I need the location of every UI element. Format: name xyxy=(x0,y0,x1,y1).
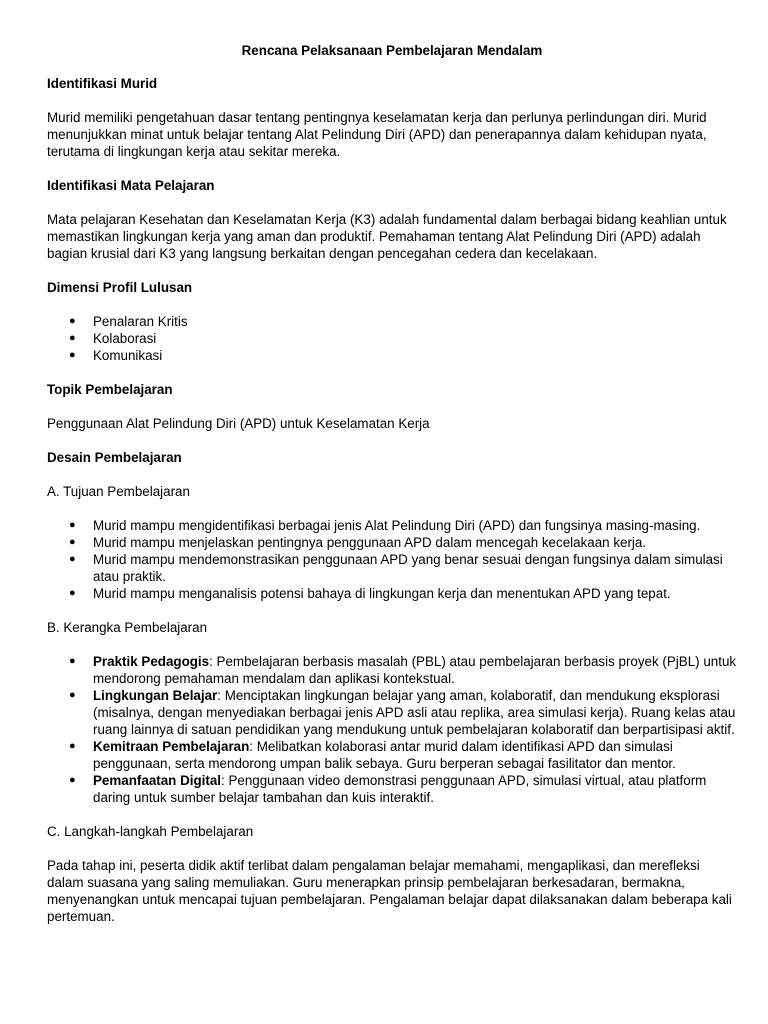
list-item: ● Murid mampu mendemonstrasikan penggunaan APD yang benar sesuai dengan fungsinya dalam simulasi atau praktik. xyxy=(69,552,723,584)
list-tujuan xyxy=(47,517,737,602)
bullet-icon: ● xyxy=(69,689,76,701)
bullet-icon: ● xyxy=(69,655,76,667)
list-item: ● Lingkungan Belajar: Menciptakan lingkungan belajar yang aman, kolaboratif, dan mendukung eksplorasi (misalnya, dengan menyediakan berbagai jenis APD asli atau replika, area simulasi kerja). Ruang kelas atau ruang lainnya di satuan pendidikan yang mendukung untuk pembelajaran kolaboratif dan berpartisipasi aktif. xyxy=(69,688,736,737)
section-heading-identifikasi-murid: Identifikasi Murid xyxy=(47,76,158,91)
bullet-icon: ● xyxy=(69,349,76,361)
subsection-label-kerangka: B. Kerangka Pembelajaran xyxy=(47,620,208,635)
paragraph-identifikasi-murid: Murid memiliki pengetahuan dasar tentang pentingnya keselamatan kerja dan perlunya perlindungan diri. Murid menunjukkan minat untuk belajar tentang Alat Pelindung Diri (APD) dan penerapannya dalam kehidupan nyata, terutama di lingkungan kerja atau sekitar mereka. xyxy=(47,110,707,159)
bullet-icon: ● xyxy=(69,332,76,344)
bullet-icon: ● xyxy=(69,553,76,565)
term-label: Lingkungan Belajar xyxy=(93,688,218,703)
subsection-label-tujuan: A. Tujuan Pembelajaran xyxy=(47,484,190,499)
section-heading-identifikasi-mapel: Identifikasi Mata Pelajaran xyxy=(47,178,215,193)
bullet-icon: ● xyxy=(69,740,76,752)
paragraph-topik: Penggunaan Alat Pelindung Diri (APD) untuk Keselamatan Kerja xyxy=(47,416,430,431)
section-heading-desain: Desain Pembelajaran xyxy=(47,450,182,465)
list-item: ● Murid mampu mengidentifikasi berbagai jenis Alat Pelindung Diri (APD) dan fungsinya masing-masing. xyxy=(69,518,701,533)
bullet-icon: ● xyxy=(69,519,76,531)
bullet-icon: ● xyxy=(69,587,76,599)
list-item: ● Kolaborasi xyxy=(69,331,157,346)
bullet-icon: ● xyxy=(69,774,76,786)
list-item: ● Penalaran Kritis xyxy=(69,314,188,329)
term-label: Kemitraan Pembelajaran xyxy=(93,739,250,754)
list-dimensi-profil xyxy=(47,313,737,364)
list-item: ● Kemitraan Pembelajaran: Melibatkan kolaborasi antar murid dalam identifikasi APD dan simulasi penggunaan, serta mendorong umpan balik sebaya. Guru berperan sebagai fasilitator dan mentor. xyxy=(69,739,676,771)
document-title: Rencana Pelaksanaan Pembelajaran Mendalam xyxy=(241,43,543,58)
list-item: ● Murid mampu menjelaskan pentingnya penggunaan APD dalam mencegah kecelakaan kerja. xyxy=(69,535,647,550)
subsection-label-langkah: C. Langkah-langkah Pembelajaran xyxy=(47,824,254,839)
list-item: ● Pemanfaatan Digital: Penggunaan video demonstrasi penggunaan APD, simulasi virtual, atau platform daring untuk sumber belajar tambahan dan kuis interaktif. xyxy=(69,773,707,805)
section-heading-topik: Topik Pembelajaran xyxy=(47,382,173,397)
paragraph-langkah: Pada tahap ini, peserta didik aktif terlibat dalam pengalaman belajar memahami, mengaplikasi, dan merefleksi dalam suasana yang saling memuliakan. Guru menerapkan prinsip pembelajaran berkesadaran, bermakna, menyenangkan untuk mencapai tujuan pembelajaran. Pengalaman belajar dapat dilaksanakan dalam beberapa kali pertemuan. xyxy=(47,858,732,924)
list-item: ● Komunikasi xyxy=(69,348,163,363)
list-kerangka xyxy=(47,653,737,806)
list-item: ● Praktik Pedagogis: Pembelajaran berbasis masalah (PBL) atau pembelajaran berbasis proyek (PjBL) untuk mendorong pemahaman mendalam dan aplikasi kontekstual. xyxy=(69,654,737,686)
term-label: Praktik Pedagogis xyxy=(93,654,210,669)
term-label: Pemanfaatan Digital xyxy=(93,773,221,788)
bullet-icon: ● xyxy=(69,536,76,548)
document-page xyxy=(47,42,737,942)
paragraph-identifikasi-mapel: Mata pelajaran Kesehatan dan Keselamatan Kerja (K3) adalah fundamental dalam berbagai bidang keahlian untuk memastikan lingkungan kerja yang aman dan produktif. Pemahaman tentang Alat Pelindung Diri (APD) adalah bagian krusial dari K3 yang langsung berkaitan dengan pencegahan cedera dan kecelakaan. xyxy=(47,212,727,261)
bullet-icon: ● xyxy=(69,315,76,327)
section-heading-dimensi-profil: Dimensi Profil Lulusan xyxy=(47,280,193,295)
list-item: ● Murid mampu menganalisis potensi bahaya di lingkungan kerja dan menentukan APD yang tepat. xyxy=(69,586,671,601)
